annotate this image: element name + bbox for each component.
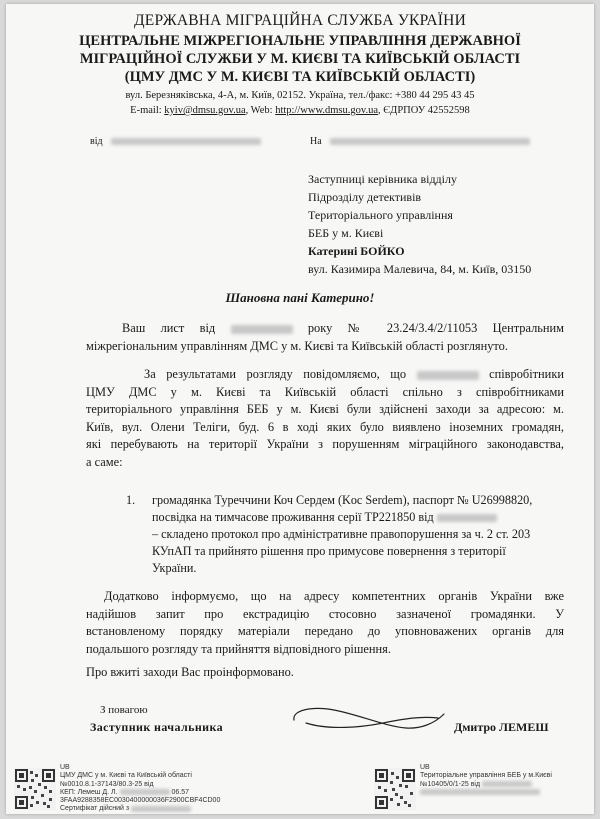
qr-code-icon xyxy=(14,768,56,810)
edrpou: , ЄДРПОУ 42552598 xyxy=(377,105,470,116)
paragraph-3 xyxy=(86,588,564,658)
list-item-line: громадянка Туреччини Коч Сердем (Koc Serdem), паспорт № U26998820, xyxy=(152,493,533,507)
paragraph-1 xyxy=(86,320,564,355)
reference-to xyxy=(310,136,530,147)
recipient-line-1: Заступниці керівника відділу xyxy=(308,172,457,186)
agency-name: ДЕРЖАВНА МІГРАЦІЙНА СЛУЖБА УКРАЇНИ xyxy=(134,12,466,29)
office-name-line-2: МІГРАЦІЙНОЇ СЛУЖБИ У М. КИЄВІ ТА КИЇВСЬКІЙ ОБЛАСТІ xyxy=(79,51,521,67)
redacted-block xyxy=(437,514,497,522)
office-address: вул. Березняківська, 4-А, м. Київ, 02152. Україна, тел./факс: +380 44 295 43 45 xyxy=(125,90,475,101)
paragraph-line: Ваш лист від року № 23.24/3.4/2/11053 Центральним xyxy=(122,321,565,335)
list-item-line: посвідка на тимчасове проживання серії TP221850 від xyxy=(152,509,566,526)
office-name-line-1: ЦЕНТРАЛЬНЕ МІЖРЕГІОНАЛЬНЕ УПРАВЛІННЯ ДЕРЖАВНОЇ xyxy=(79,33,521,49)
letter-page xyxy=(6,4,594,814)
signer-position: Заступник начальника xyxy=(90,720,223,734)
reference-from-label: від xyxy=(90,136,103,147)
paragraph-line: а саме: xyxy=(86,454,123,469)
redacted-block xyxy=(417,371,479,380)
regards: З повагою xyxy=(100,704,148,716)
redacted-block xyxy=(330,138,530,145)
paragraph-line: надійшов запит про екстрадицію стосовно зазначеної громадянки. У xyxy=(86,606,564,621)
greeting: Шановна пані Катерино! xyxy=(225,290,375,305)
redacted-block xyxy=(111,138,261,145)
recipient-name: Катерині БОЙКО xyxy=(308,244,405,258)
email-link[interactable]: kyiv@dmsu.gov.ua xyxy=(164,105,246,116)
stamp-left-text: UB ЦМУ ДМС у м. Києві та Київській області №0010.8.1-37143/80.3-25 від КЕП: Лемеш Д. Л. 06.57 3FAA9288358EC0030400000036F2900CBF4CD00 Сертифікат дійсний з xyxy=(60,764,221,813)
office-abbreviation: (ЦМУ ДМС У М. КИЄВІ ТА КИЇВСЬКІЙ ОБЛАСТІ) xyxy=(124,69,476,85)
list-item-line: України. xyxy=(152,561,197,575)
office-contacts xyxy=(6,105,594,116)
paragraph-line: ЦМУ ДМС у м. Києві та Київській області спільно з співробітниками xyxy=(86,384,564,399)
recipient-line-2: Підрозділу детективів xyxy=(308,190,422,204)
paragraph-line: міжрегіональним управлінням ДМС у м. Києві та Київській області розглянуто. xyxy=(86,338,508,353)
signature-image xyxy=(288,698,448,742)
paragraph-4 xyxy=(86,664,564,682)
recipient-line-4: БЕБ у м. Києві xyxy=(308,226,384,240)
redacted-block xyxy=(231,325,293,334)
recipient-address: вул. Казимира Малевича, 84, м. Київ, 03150 xyxy=(308,262,532,276)
stamp-right-text: UB Територіальне управління БЕБ у м.Києві №10405/0/1-25 від xyxy=(420,764,552,797)
paragraph-line: За результатами розгляду повідомляємо, що співробітники xyxy=(144,367,564,381)
signer-name: Дмитро ЛЕМЕШ xyxy=(454,720,549,734)
paragraph-line: Київ, вул. Олени Теліги, буд. 6 в ході яких було виявлено іноземних громадян, xyxy=(86,419,564,434)
web-link[interactable]: http://www.dmsu.gov.ua xyxy=(275,105,378,116)
paragraph-line: Про вжиті заходи Вас проінформовано. xyxy=(86,665,294,679)
recipient-line-3: Територіального управління xyxy=(308,208,453,222)
redacted-block xyxy=(482,781,532,787)
redacted-block xyxy=(120,789,170,795)
list-item-line: – складено протокол про адміністративне правопорушення за ч. 2 ст. 203 xyxy=(152,527,531,541)
reference-to-label: На xyxy=(310,136,322,147)
redacted-block xyxy=(131,806,191,812)
qr-code-icon xyxy=(374,768,416,810)
email-label: E-mail: xyxy=(130,105,165,116)
paragraph-line: встановленому порядку матеріали передано до уповноважених органів для xyxy=(86,624,564,639)
paragraph-2 xyxy=(86,366,564,472)
reference-from xyxy=(90,136,261,147)
paragraph-line: які перебувають на території України з порушенням міграційного законодавства, xyxy=(86,437,564,452)
web-label: , Web: xyxy=(245,105,276,116)
list-item-line: КУпАП та прийнято рішення про примусове повернення з території xyxy=(152,544,506,558)
redacted-block xyxy=(420,789,540,795)
list-item-body xyxy=(152,492,566,577)
paragraph-line: територіального управління БЕБ у м. Києві були здійснені заходи за адресою: м. xyxy=(86,402,564,417)
list-item-number: 1. xyxy=(126,493,136,507)
paragraph-line: подальшого розгляду та прийняття відповідного рішення. xyxy=(86,641,391,656)
paragraph-line: Додатково інформуємо, що на адресу компетентних органів України вже xyxy=(104,589,564,603)
